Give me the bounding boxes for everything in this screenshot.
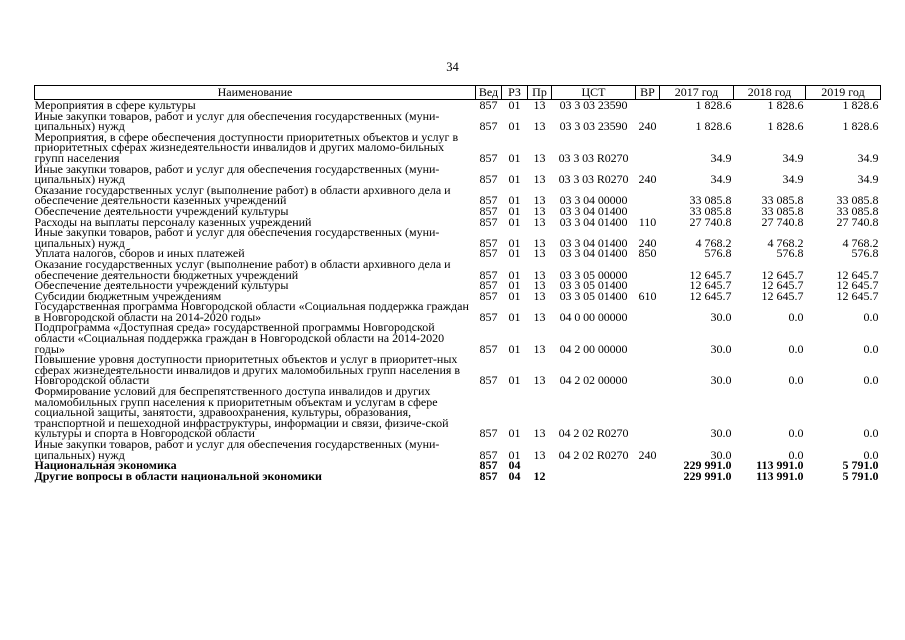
- row-ved: 857: [479, 309, 498, 324]
- row-pr: 13: [533, 288, 546, 303]
- row-name: Государственная программа Новгородской области «Социальная поддержка граждан в Новгородской области на 2014-2020 годы»: [34, 299, 469, 324]
- row-vr: [636, 471, 660, 482]
- row-rz: 01: [508, 426, 521, 441]
- table-row: [35, 439, 881, 460]
- table-row: [35, 386, 881, 439]
- row-2017-value: 1 828.6: [695, 119, 732, 134]
- row-vr: 610: [638, 288, 657, 303]
- row-name: Оказание государственных услуг (выполнение работ) в области архивного дела и обеспечение деятельности казенных учреждений: [34, 182, 451, 208]
- row-pr: 13: [533, 98, 546, 112]
- row-pr: 13: [533, 235, 546, 250]
- row-2019-value: 4 768.2: [842, 235, 879, 250]
- row-pr: 13: [533, 193, 546, 208]
- row-2018-value: 0.0: [788, 373, 804, 388]
- row-2019-value: 33 085.8: [836, 203, 879, 218]
- row-2019-value: 1 828.6: [842, 119, 879, 134]
- row-pr: 13: [533, 278, 546, 293]
- row-2018-value: 27 740.8: [761, 214, 804, 229]
- row-name: Иные закупки товаров, работ и услуг для обеспечения государственных (муни-ципальных) нужд: [34, 108, 440, 134]
- row-2019-value: 0.0: [863, 426, 879, 441]
- row-vr: 110: [638, 214, 657, 229]
- row-pr: 13: [533, 203, 546, 218]
- row-ved: 857: [479, 235, 498, 250]
- row-2017-value: 27 740.8: [689, 214, 732, 229]
- table-row: [35, 259, 881, 280]
- row-2018-value: 12 645.7: [761, 288, 804, 303]
- row-ved: 857: [479, 246, 498, 261]
- row-cst: [552, 471, 636, 482]
- row-2017-value: 12 645.7: [689, 278, 732, 293]
- row-vr: 850: [638, 246, 657, 261]
- table-row: [35, 185, 881, 206]
- row-name: Мероприятия, в сфере обеспечения доступности приоритетных объектов и услуг в приоритетных сферах жизнедеятельности инвалидов и других маломо-бильных групп населения: [34, 129, 459, 165]
- row-name: Уплата налогов, сборов и иных платежей: [34, 246, 245, 261]
- row-2019-value: 5 791.0: [842, 458, 879, 473]
- row-ved: 857: [479, 447, 498, 462]
- row-cst: 03 3 05 01400: [559, 288, 628, 303]
- row-2019-value: 0.0: [863, 373, 879, 388]
- row-rz: 01: [508, 214, 521, 229]
- row-name: Субсидии бюджетным учреждениям: [34, 288, 222, 303]
- table-row: [35, 322, 881, 354]
- row-cst: [552, 460, 636, 471]
- row-2019-value: 33 085.8: [836, 193, 879, 208]
- row-rz: 01: [508, 447, 521, 462]
- table-row: [35, 301, 881, 322]
- row-2017-value: 33 085.8: [689, 193, 732, 208]
- row-name: Повышение уровня доступности приоритетных объектов и услуг в приоритет-ных сферах жизнедеятельности инвалидов и других маломобильных групп населения в Новгородской области: [34, 352, 461, 388]
- table-row: [35, 471, 881, 482]
- row-2017-value: 12 645.7: [689, 267, 732, 282]
- row-2019-value: 34.9: [857, 150, 879, 165]
- row-vr: 240: [638, 119, 657, 134]
- header-vr: ВР: [636, 86, 660, 100]
- row-pr: 13: [533, 426, 546, 441]
- row-cst: 04 2 00 00000: [559, 341, 628, 356]
- row-pr: 13: [533, 214, 546, 229]
- row-2019-value: 0.0: [863, 341, 879, 356]
- row-ved: 857: [479, 214, 498, 229]
- row-rz: 01: [508, 246, 521, 261]
- row-cst: 03 3 03 R0270: [558, 150, 629, 165]
- row-2017-value: 30.0: [710, 373, 732, 388]
- row-cst: 03 3 04 01400: [559, 203, 628, 218]
- row-pr: 12: [533, 468, 546, 483]
- page-number: 34: [446, 60, 459, 74]
- row-2018-value: 0.0: [788, 426, 804, 441]
- header-cst: ЦСТ: [552, 86, 636, 100]
- row-rz: 01: [508, 119, 521, 134]
- row-2017-value: 576.8: [704, 246, 732, 261]
- row-cst: 03 3 04 01400: [559, 235, 628, 250]
- row-2018-value: 113 991.0: [756, 468, 804, 483]
- row-vr: 240: [638, 447, 657, 462]
- row-pr: 13: [533, 119, 546, 134]
- row-pr: 13: [533, 150, 546, 165]
- row-ved: 857: [479, 193, 498, 208]
- row-rz: 01: [508, 172, 521, 187]
- row-name: Национальная экономика: [34, 458, 177, 473]
- row-2019-value: 1 828.6: [842, 98, 879, 112]
- row-2018-value: 0.0: [788, 341, 804, 356]
- row-ved: 857: [479, 373, 498, 388]
- row-2018-value: 34.9: [782, 150, 804, 165]
- row-2017-value: 229 991.0: [683, 468, 732, 483]
- row-rz: 01: [508, 341, 521, 356]
- row-cst: 03 3 05 00000: [559, 267, 628, 282]
- row-2018-value: 12 645.7: [761, 278, 804, 293]
- row-name: Иные закупки товаров, работ и услуг для обеспечения государственных (муни-ципальных) нужд: [34, 225, 440, 250]
- row-vr: [636, 386, 660, 439]
- row-pr: 13: [533, 373, 546, 388]
- row-name: Обеспечение деятельности учреждений культуры: [34, 278, 289, 293]
- row-2017-value: 30.0: [710, 341, 732, 356]
- table-body: [35, 100, 881, 482]
- header-pr: Пр: [528, 86, 552, 100]
- row-vr: [636, 460, 660, 471]
- row-2019-value: 12 645.7: [836, 267, 879, 282]
- row-pr: 13: [533, 267, 546, 282]
- header-2017: 2017 год: [660, 86, 734, 100]
- row-2017-value: 34.9: [710, 172, 732, 187]
- row-2018-value: 1 828.6: [767, 98, 804, 112]
- row-2017-value: 30.0: [710, 309, 732, 324]
- row-2018-value: 33 085.8: [761, 203, 804, 218]
- row-ved: 857: [479, 341, 498, 356]
- row-rz: 01: [508, 150, 521, 165]
- header-rz: РЗ: [502, 86, 528, 100]
- row-2017-value: 229 991.0: [683, 458, 732, 473]
- row-vr: [636, 132, 660, 164]
- row-vr: [636, 354, 660, 386]
- row-2018-value: 4 768.2: [767, 235, 804, 250]
- row-rz: 01: [508, 278, 521, 293]
- row-2019-value: 5 791.0: [842, 468, 879, 483]
- row-name: Оказание государственных услуг (выполнение работ) в области архивного дела и обеспечение деятельности бюджетных учреждений: [34, 256, 451, 282]
- row-ved: 857: [479, 458, 498, 473]
- row-vr: [636, 301, 660, 322]
- row-ved: 857: [479, 172, 498, 187]
- row-pr: 13: [533, 172, 546, 187]
- table-row: [35, 132, 881, 164]
- row-2017-value: 12 645.7: [689, 288, 732, 303]
- row-2018-value: 33 085.8: [761, 193, 804, 208]
- row-cst: 04 2 02 R0270: [558, 426, 629, 441]
- row-cst: 04 2 02 00000: [559, 373, 628, 388]
- row-rz: 04: [508, 458, 521, 473]
- row-ved: 857: [479, 267, 498, 282]
- row-name: Обеспечение деятельности учреждений культуры: [34, 203, 289, 218]
- row-2017-value: 30.0: [710, 447, 732, 462]
- budget-table: [34, 85, 881, 481]
- row-rz: 01: [508, 309, 521, 324]
- row-cst: 03 3 03 23590: [559, 119, 628, 134]
- row-2018-value: 34.9: [782, 172, 804, 187]
- table-row: [35, 227, 881, 248]
- row-cst: 04 2 02 R0270: [558, 447, 629, 462]
- row-cst: 03 3 03 R0270: [558, 172, 629, 187]
- row-rz: 01: [508, 203, 521, 218]
- row-2018-value: 0.0: [788, 309, 804, 324]
- row-ved: 857: [479, 203, 498, 218]
- row-ved: 857: [479, 119, 498, 134]
- table-row: [35, 111, 881, 132]
- row-cst: 03 3 04 00000: [559, 193, 628, 208]
- row-name: Подпрограмма «Доступная среда» государственной программы Новгородской области «Социальная поддержка граждан в Новгородской области на 2014-2020 годы»: [34, 320, 445, 356]
- row-name: Иные закупки товаров, работ и услуг для обеспечения государственных (муни-ципальных) нужд: [34, 437, 440, 462]
- row-rz: 01: [508, 235, 521, 250]
- row-2018-value: 12 645.7: [761, 267, 804, 282]
- row-cst: 04 0 00 00000: [559, 309, 628, 324]
- row-2017-value: 34.9: [710, 150, 732, 165]
- row-ved: 857: [479, 468, 498, 483]
- row-2019-value: 12 645.7: [836, 288, 879, 303]
- row-rz: 01: [508, 193, 521, 208]
- row-2019-value: 34.9: [857, 172, 879, 187]
- row-2018-value: 113 991.0: [756, 458, 804, 473]
- row-2019-value: 27 740.8: [836, 214, 879, 229]
- row-cst: 03 3 05 01400: [559, 278, 628, 293]
- row-2017-value: 1 828.6: [695, 98, 732, 112]
- row-rz: 04: [508, 468, 521, 483]
- row-2017-value: 30.0: [710, 426, 732, 441]
- table-row: [35, 354, 881, 386]
- row-pr: 13: [533, 246, 546, 261]
- row-pr: 13: [533, 309, 546, 324]
- row-ved: 857: [479, 288, 498, 303]
- row-2019-value: 576.8: [851, 246, 879, 261]
- row-vr: [636, 100, 660, 111]
- row-rz: 01: [508, 288, 521, 303]
- row-pr: 13: [533, 447, 546, 462]
- row-2019-value: 0.0: [863, 309, 879, 324]
- row-ved: 857: [479, 278, 498, 293]
- header-2019: 2019 год: [806, 86, 881, 100]
- header-2018: 2018 год: [734, 86, 806, 100]
- row-vr: 240: [638, 172, 657, 187]
- row-name: Формирование условий для беспрепятственного доступа инвалидов и других маломобильных групп населения к приоритетным объектам и услугам в сфере социальной защиты, занятости, здравоохранения, культуры, образования, транспортной и пешеходной инфраструктуры, информации и связи, физиче-ской культуры и спорта в Новгородской области: [34, 384, 449, 441]
- row-vr: [636, 259, 660, 280]
- row-2018-value: 576.8: [776, 246, 804, 261]
- row-ved: 857: [479, 98, 498, 112]
- row-name: Другие вопросы в области национальной экономики: [34, 468, 322, 483]
- table-row: [35, 164, 881, 185]
- row-2019-value: 0.0: [863, 447, 879, 462]
- row-vr: 240: [638, 235, 657, 250]
- row-2019-value: 12 645.7: [836, 278, 879, 293]
- row-2017-value: 33 085.8: [689, 203, 732, 218]
- row-cst: 03 3 04 01400: [559, 246, 628, 261]
- row-vr: [636, 322, 660, 354]
- header-ved: Вед: [476, 86, 502, 100]
- row-vr: [636, 185, 660, 206]
- header-name: Наименование: [35, 86, 476, 100]
- row-cst: 03 3 04 01400: [559, 214, 628, 229]
- row-ved: 857: [479, 150, 498, 165]
- row-pr: 13: [533, 341, 546, 356]
- row-name: Мероприятия в сфере культуры: [34, 98, 196, 112]
- row-rz: 01: [508, 373, 521, 388]
- row-2018-value: 1 828.6: [767, 119, 804, 134]
- row-name: Расходы на выплаты персоналу казенных учреждений: [34, 214, 312, 229]
- row-name: Иные закупки товаров, работ и услуг для обеспечения государственных (муни-ципальных) нужд: [34, 161, 440, 187]
- row-2017-value: 4 768.2: [695, 235, 732, 250]
- row-cst: 03 3 03 23590: [559, 98, 628, 112]
- row-2018-value: 0.0: [788, 447, 804, 462]
- row-rz: 01: [508, 98, 521, 112]
- row-ved: 857: [479, 426, 498, 441]
- row-rz: 01: [508, 267, 521, 282]
